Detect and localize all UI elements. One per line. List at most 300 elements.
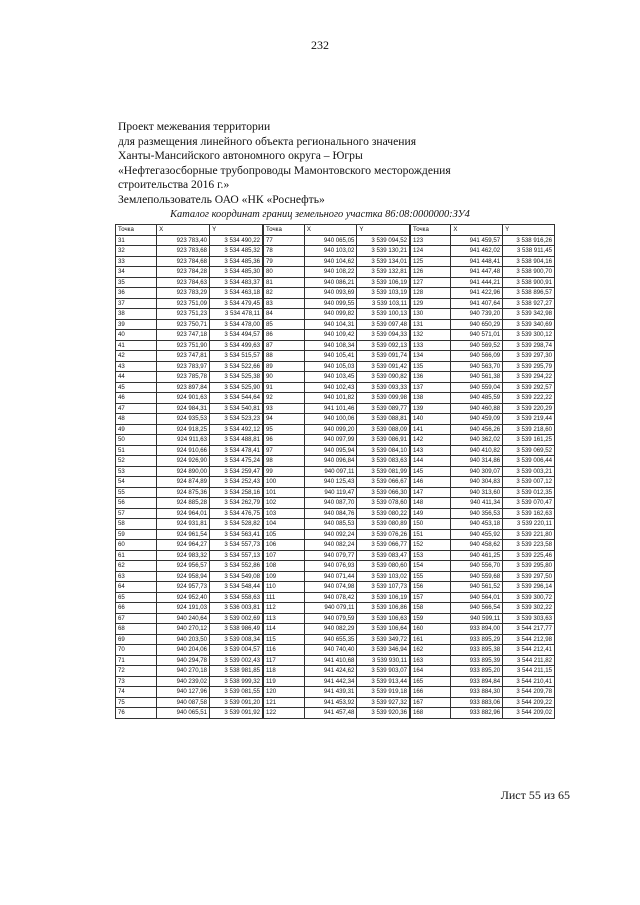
point-cell: 82: [264, 288, 305, 299]
x-cell: 941 442,34: [304, 676, 357, 687]
y-cell: 3 534 557,73: [210, 540, 263, 551]
point-cell: 79: [264, 256, 305, 267]
point-cell: 67: [116, 613, 157, 624]
table-row: [264, 256, 410, 267]
x-cell: 940 093,69: [304, 288, 357, 299]
x-cell: 940 078,42: [304, 592, 357, 603]
y-cell: 3 539 162,63: [503, 508, 555, 519]
y-cell: 3 539 091,74: [357, 351, 410, 362]
x-cell: 924 901,63: [157, 393, 210, 404]
y-cell: 3 539 083,63: [357, 456, 410, 467]
table-row: [264, 246, 410, 257]
table-row: [116, 466, 263, 477]
table-row: [411, 540, 555, 551]
x-cell: 924 952,40: [157, 592, 210, 603]
y-cell: 3 534 515,57: [210, 351, 263, 362]
table-row: [411, 235, 555, 246]
table-row: [411, 298, 555, 309]
y-cell: 3 539 903,07: [357, 666, 410, 677]
x-cell: 940 079,77: [304, 550, 357, 561]
point-cell: 148: [411, 498, 451, 509]
x-cell: 933 894,84: [451, 676, 503, 687]
point-cell: 114: [264, 624, 305, 635]
point-cell: 128: [411, 288, 451, 299]
x-cell: 940 294,78: [157, 655, 210, 666]
x-cell: 924 964,01: [157, 508, 210, 519]
x-cell: 924 874,89: [157, 477, 210, 488]
table-row: [411, 624, 555, 635]
x-cell: 924 964,27: [157, 540, 210, 551]
table-row: [116, 267, 263, 278]
x-cell: 940 460,88: [451, 403, 503, 414]
page-number: 232: [311, 38, 329, 52]
point-cell: 78: [264, 246, 305, 257]
y-cell: 3 539 218,60: [503, 424, 555, 435]
point-cell: 149: [411, 508, 451, 519]
table-row: [411, 267, 555, 278]
y-cell: 3 539 066,67: [357, 477, 410, 488]
point-cell: 93: [264, 403, 305, 414]
y-cell: 3 539 006,44: [503, 456, 555, 467]
point-cell: 68: [116, 624, 157, 635]
y-cell: 3 539 099,98: [357, 393, 410, 404]
table-row: [116, 634, 263, 645]
table-row: [411, 445, 555, 456]
table-row: [264, 466, 410, 477]
x-cell: 940 086,21: [304, 277, 357, 288]
table-row: [411, 634, 555, 645]
table-row: [116, 687, 263, 698]
table-row: [116, 519, 263, 530]
table-row: [411, 666, 555, 677]
table-row: [411, 708, 555, 719]
table-row: [116, 309, 263, 320]
x-cell: 940 108,22: [304, 267, 357, 278]
y-cell: 3 538 999,32: [210, 676, 263, 687]
x-cell: 924 958,94: [157, 571, 210, 582]
point-cell: 83: [264, 298, 305, 309]
point-cell: 37: [116, 298, 157, 309]
x-cell: 940 566,09: [451, 351, 503, 362]
point-cell: 38: [116, 309, 157, 320]
point-cell: 123: [411, 235, 451, 246]
column-header-x: X: [157, 225, 210, 236]
x-cell: 923 783,29: [157, 288, 210, 299]
point-cell: 40: [116, 330, 157, 341]
y-cell: 3 538 896,57: [503, 288, 555, 299]
table-row: [264, 435, 410, 446]
y-cell: 3 539 221,80: [503, 529, 555, 540]
column-header-x: X: [451, 225, 503, 236]
table-row: [264, 309, 410, 320]
x-cell: 940 103,45: [304, 372, 357, 383]
table-row: [264, 414, 410, 425]
x-cell: 940 079,11: [304, 603, 357, 614]
y-cell: 3 539 093,33: [357, 382, 410, 393]
point-cell: 124: [411, 246, 451, 257]
y-cell: 3 539 080,60: [357, 561, 410, 572]
table-row: [411, 435, 555, 446]
point-cell: 133: [411, 340, 451, 351]
table-row: [411, 382, 555, 393]
point-cell: 163: [411, 655, 451, 666]
table-row: [116, 351, 263, 362]
y-cell: 3 539 296,14: [503, 582, 555, 593]
y-cell: 3 539 930,11: [357, 655, 410, 666]
x-cell: 941 407,64: [451, 298, 503, 309]
point-cell: 166: [411, 687, 451, 698]
y-cell: 3 534 478,11: [210, 309, 263, 320]
point-cell: 36: [116, 288, 157, 299]
point-cell: 56: [116, 498, 157, 509]
y-cell: 3 539 080,22: [357, 508, 410, 519]
x-cell: 940 105,41: [304, 351, 357, 362]
table-caption: Каталог координат границ земельного участка 86:08:0000000:ЗУ4: [170, 209, 470, 220]
table-row: [116, 676, 263, 687]
x-cell: 941 453,92: [304, 697, 357, 708]
y-cell: 3 539 076,26: [357, 529, 410, 540]
table-row: [264, 519, 410, 530]
table-row: [411, 561, 555, 572]
x-cell: 940 099,20: [304, 424, 357, 435]
y-cell: 3 534 492,12: [210, 424, 263, 435]
x-cell: 940 105,03: [304, 361, 357, 372]
point-cell: 70: [116, 645, 157, 656]
point-cell: 43: [116, 361, 157, 372]
point-cell: 129: [411, 298, 451, 309]
y-cell: 3 544 209,78: [503, 687, 555, 698]
point-cell: 46: [116, 393, 157, 404]
table-row: [264, 340, 410, 351]
point-cell: 151: [411, 529, 451, 540]
table-row: [116, 435, 263, 446]
table-row: [116, 540, 263, 551]
point-cell: 112: [264, 603, 305, 614]
point-cell: 96: [264, 435, 305, 446]
x-cell: 940 092,24: [304, 529, 357, 540]
table-row: [116, 550, 263, 561]
x-cell: 940 087,58: [157, 697, 210, 708]
y-cell: 3 539 106,19: [357, 592, 410, 603]
y-cell: 3 544 209,22: [503, 697, 555, 708]
point-cell: 41: [116, 340, 157, 351]
table-row: [116, 624, 263, 635]
point-cell: 102: [264, 498, 305, 509]
y-cell: 3 534 548,44: [210, 582, 263, 593]
table-row: [116, 319, 263, 330]
point-cell: 53: [116, 466, 157, 477]
y-cell: 3 539 088,81: [357, 414, 410, 425]
x-cell: 940 559,04: [451, 382, 503, 393]
y-cell: 3 534 525,38: [210, 372, 263, 383]
x-cell: 941 422,96: [451, 288, 503, 299]
table-row: [116, 645, 263, 656]
point-cell: 130: [411, 309, 451, 320]
point-cell: 39: [116, 319, 157, 330]
point-cell: 54: [116, 477, 157, 488]
table-row: [264, 330, 410, 341]
y-cell: 3 534 523,23: [210, 414, 263, 425]
y-cell: 3 534 259,47: [210, 466, 263, 477]
table-row: [411, 466, 555, 477]
point-cell: 47: [116, 403, 157, 414]
y-cell: 3 534 478,41: [210, 445, 263, 456]
y-cell: 3 539 097,48: [357, 319, 410, 330]
y-cell: 3 544 212,41: [503, 645, 555, 656]
y-cell: 3 544 217,77: [503, 624, 555, 635]
table-row: [116, 613, 263, 624]
x-cell: 940 650,29: [451, 319, 503, 330]
point-cell: 72: [116, 666, 157, 677]
x-cell: 940 101,82: [304, 393, 357, 404]
table-row: [116, 361, 263, 372]
point-cell: 99: [264, 466, 305, 477]
point-cell: 105: [264, 529, 305, 540]
point-cell: 125: [411, 256, 451, 267]
x-cell: 940 485,59: [451, 393, 503, 404]
y-cell: 3 539 300,72: [503, 592, 555, 603]
x-cell: 933 894,00: [451, 624, 503, 635]
table-row: [264, 477, 410, 488]
x-cell: 940 074,98: [304, 582, 357, 593]
column-header-point: Точка: [264, 225, 305, 236]
x-cell: 940 410,82: [451, 445, 503, 456]
x-cell: 940 313,60: [451, 487, 503, 498]
table-row: [116, 508, 263, 519]
x-cell: 924 961,54: [157, 529, 210, 540]
point-cell: 126: [411, 267, 451, 278]
y-cell: 3 539 295,80: [503, 561, 555, 572]
table-row: [411, 477, 555, 488]
y-cell: 3 534 552,86: [210, 561, 263, 572]
x-cell: 940 104,31: [304, 319, 357, 330]
point-cell: 109: [264, 571, 305, 582]
table-row: [411, 519, 555, 530]
y-cell: 3 539 297,50: [503, 571, 555, 582]
y-cell: 3 544 211,15: [503, 666, 555, 677]
x-cell: 924 935,53: [157, 414, 210, 425]
y-cell: 3 534 485,30: [210, 267, 263, 278]
point-cell: 132: [411, 330, 451, 341]
point-cell: 103: [264, 508, 305, 519]
y-cell: 3 539 342,98: [503, 309, 555, 320]
point-cell: 51: [116, 445, 157, 456]
y-cell: 3 539 920,36: [357, 708, 410, 719]
table-row: [116, 477, 263, 488]
table-row: [264, 456, 410, 467]
point-cell: 87: [264, 340, 305, 351]
point-cell: 69: [116, 634, 157, 645]
x-cell: 923 783,68: [157, 246, 210, 257]
y-cell: 3 539 094,33: [357, 330, 410, 341]
table-row: [264, 508, 410, 519]
point-cell: 110: [264, 582, 305, 593]
x-cell: 940 309,07: [451, 466, 503, 477]
point-cell: 157: [411, 592, 451, 603]
table-row: [116, 424, 263, 435]
y-cell: 3 539 220,29: [503, 403, 555, 414]
x-cell: 941 459,57: [451, 235, 503, 246]
x-cell: 940 076,93: [304, 561, 357, 572]
y-cell: 3 539 078,60: [357, 498, 410, 509]
table-row: [411, 246, 555, 257]
table-row: [411, 645, 555, 656]
point-cell: 57: [116, 508, 157, 519]
y-cell: 3 534 557,13: [210, 550, 263, 561]
point-cell: 34: [116, 267, 157, 278]
point-cell: 84: [264, 309, 305, 320]
point-cell: 60: [116, 540, 157, 551]
y-cell: 3 539 294,22: [503, 372, 555, 383]
y-cell: 3 539 002,69: [210, 613, 263, 624]
x-cell: 933 895,39: [451, 655, 503, 666]
table-row: [411, 330, 555, 341]
table-row: [411, 403, 555, 414]
column-header-y: Y: [357, 225, 410, 236]
point-cell: 120: [264, 687, 305, 698]
point-cell: 138: [411, 393, 451, 404]
y-cell: 3 539 092,13: [357, 340, 410, 351]
point-cell: 140: [411, 414, 451, 425]
y-cell: 3 539 106,64: [357, 624, 410, 635]
table-row: [116, 697, 263, 708]
table-row: [264, 582, 410, 593]
table-row: [264, 592, 410, 603]
x-cell: 940 065,51: [157, 708, 210, 719]
x-cell: 940 655,35: [304, 634, 357, 645]
x-cell: 924 983,32: [157, 550, 210, 561]
coordinate-table-block-1: [115, 224, 263, 719]
table-row: [411, 592, 555, 603]
point-cell: 162: [411, 645, 451, 656]
x-cell: 940 119,47: [304, 487, 357, 498]
x-cell: 940 314,86: [451, 456, 503, 467]
table-row: [411, 288, 555, 299]
point-cell: 159: [411, 613, 451, 624]
x-cell: 923 751,09: [157, 298, 210, 309]
table-row: [411, 697, 555, 708]
table-row: [264, 403, 410, 414]
point-cell: 137: [411, 382, 451, 393]
header-line: Землепользователь ОАО «НК «Роснефть»: [118, 192, 325, 206]
table-row: [116, 487, 263, 498]
table-row: [264, 319, 410, 330]
y-cell: 3 539 919,18: [357, 687, 410, 698]
x-cell: 941 101,46: [304, 403, 357, 414]
y-cell: 3 539 089,77: [357, 403, 410, 414]
x-cell: 941 447,48: [451, 267, 503, 278]
x-cell: 933 882,96: [451, 708, 503, 719]
x-cell: 940 125,43: [304, 477, 357, 488]
point-cell: 106: [264, 540, 305, 551]
y-cell: 3 534 479,45: [210, 298, 263, 309]
y-cell: 3 534 494,57: [210, 330, 263, 341]
table-row: [264, 697, 410, 708]
x-cell: 940 099,55: [304, 298, 357, 309]
x-cell: 923 784,28: [157, 267, 210, 278]
y-cell: 3 538 904,16: [503, 256, 555, 267]
y-cell: 3 538 927,27: [503, 298, 555, 309]
table-row: [116, 298, 263, 309]
y-cell: 3 539 081,55: [210, 687, 263, 698]
table-row: [264, 267, 410, 278]
header-line: для размещения линейного объекта регионального значения: [118, 134, 417, 148]
column-header-x: X: [304, 225, 357, 236]
x-cell: 940 563,70: [451, 361, 503, 372]
y-cell: 3 544 209,02: [503, 708, 555, 719]
point-cell: 50: [116, 435, 157, 446]
x-cell: 940 240,64: [157, 613, 210, 624]
x-cell: 940 104,62: [304, 256, 357, 267]
x-cell: 923 747,18: [157, 330, 210, 341]
x-cell: 941 462,02: [451, 246, 503, 257]
y-cell: 3 539 132,81: [357, 267, 410, 278]
table-row: [116, 288, 263, 299]
table-row: [411, 603, 555, 614]
x-cell: 924 885,28: [157, 498, 210, 509]
x-cell: 940 109,42: [304, 330, 357, 341]
table-row: [116, 529, 263, 540]
x-cell: 940 561,52: [451, 582, 503, 593]
x-cell: 940 065,05: [304, 235, 357, 246]
table-row: [116, 403, 263, 414]
y-cell: 3 534 528,82: [210, 519, 263, 530]
x-cell: 940 096,84: [304, 456, 357, 467]
y-cell: 3 534 558,63: [210, 592, 263, 603]
point-cell: 52: [116, 456, 157, 467]
table-row: [116, 256, 263, 267]
point-cell: 97: [264, 445, 305, 456]
table-row: [116, 393, 263, 404]
table-row: [264, 372, 410, 383]
x-cell: 940 095,94: [304, 445, 357, 456]
y-cell: 3 539 012,35: [503, 487, 555, 498]
y-cell: 3 539 219,44: [503, 414, 555, 425]
table-row: [411, 393, 555, 404]
y-cell: 3 539 091,92: [210, 708, 263, 719]
point-cell: 73: [116, 676, 157, 687]
point-cell: 127: [411, 277, 451, 288]
y-cell: 3 539 004,57: [210, 645, 263, 656]
table-row: [264, 393, 410, 404]
x-cell: 940 304,83: [451, 477, 503, 488]
point-cell: 81: [264, 277, 305, 288]
table-row: [264, 687, 410, 698]
table-row: [264, 655, 410, 666]
table-row: [264, 487, 410, 498]
table-row: [116, 561, 263, 572]
point-cell: 122: [264, 708, 305, 719]
x-cell: 924 911,63: [157, 435, 210, 446]
point-cell: 71: [116, 655, 157, 666]
y-cell: 3 539 220,11: [503, 519, 555, 530]
x-cell: 940 561,38: [451, 372, 503, 383]
table-row: [264, 361, 410, 372]
x-cell: 924 984,31: [157, 403, 210, 414]
y-cell: 3 539 297,30: [503, 351, 555, 362]
y-cell: 3 539 349,72: [357, 634, 410, 645]
y-cell: 3 539 106,63: [357, 613, 410, 624]
point-cell: 98: [264, 456, 305, 467]
point-cell: 65: [116, 592, 157, 603]
x-cell: 923 784,63: [157, 277, 210, 288]
table-row: [116, 246, 263, 257]
x-cell: 940 204,06: [157, 645, 210, 656]
point-cell: 161: [411, 634, 451, 645]
y-cell: 3 539 103,11: [357, 298, 410, 309]
point-cell: 74: [116, 687, 157, 698]
x-cell: 923 784,68: [157, 256, 210, 267]
